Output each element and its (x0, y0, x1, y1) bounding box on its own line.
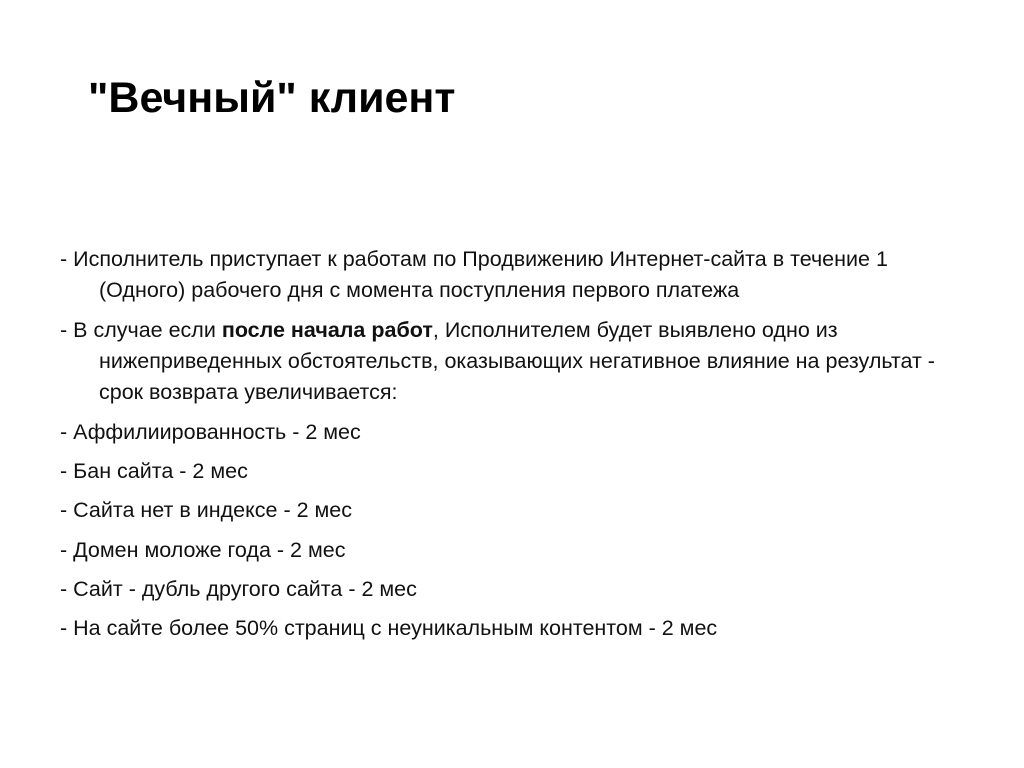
slide-title: "Вечный" клиент (88, 74, 456, 122)
paragraph-refund-conditions (60, 315, 980, 408)
condition-item: - Домен моложе года - 2 мес (60, 537, 346, 562)
paragraph-refund-conditions-end: , Исполнителем будет выявлено одно из нижеприведенных обстоятельств, оказывающих негативное влияние на результат - срок возврата увеличивается: (99, 318, 935, 404)
condition-item: - Бан сайта - 2 мес (60, 459, 248, 484)
condition-item: - На сайте более 50% страниц с неуникальным контентом - 2 мес (60, 615, 718, 640)
condition-item: - Сайт - дубль другого сайта - 2 мес (60, 576, 417, 601)
paragraph-start-of-work: - Исполнитель приступает к работам по Продвижению Интернет-сайта в течение 1 (Одного) рабочего дня с момента поступления первого платежа (60, 247, 888, 302)
condition-item: - Сайта нет в индексе - 2 мес (60, 498, 353, 523)
paragraph-refund-conditions-start: - В случае если (60, 318, 222, 342)
condition-item: - Аффилиированность - 2 мес (60, 420, 361, 444)
paragraph-refund-conditions-emphasis: после начала работ (221, 318, 433, 342)
slide-body-list (60, 244, 980, 652)
